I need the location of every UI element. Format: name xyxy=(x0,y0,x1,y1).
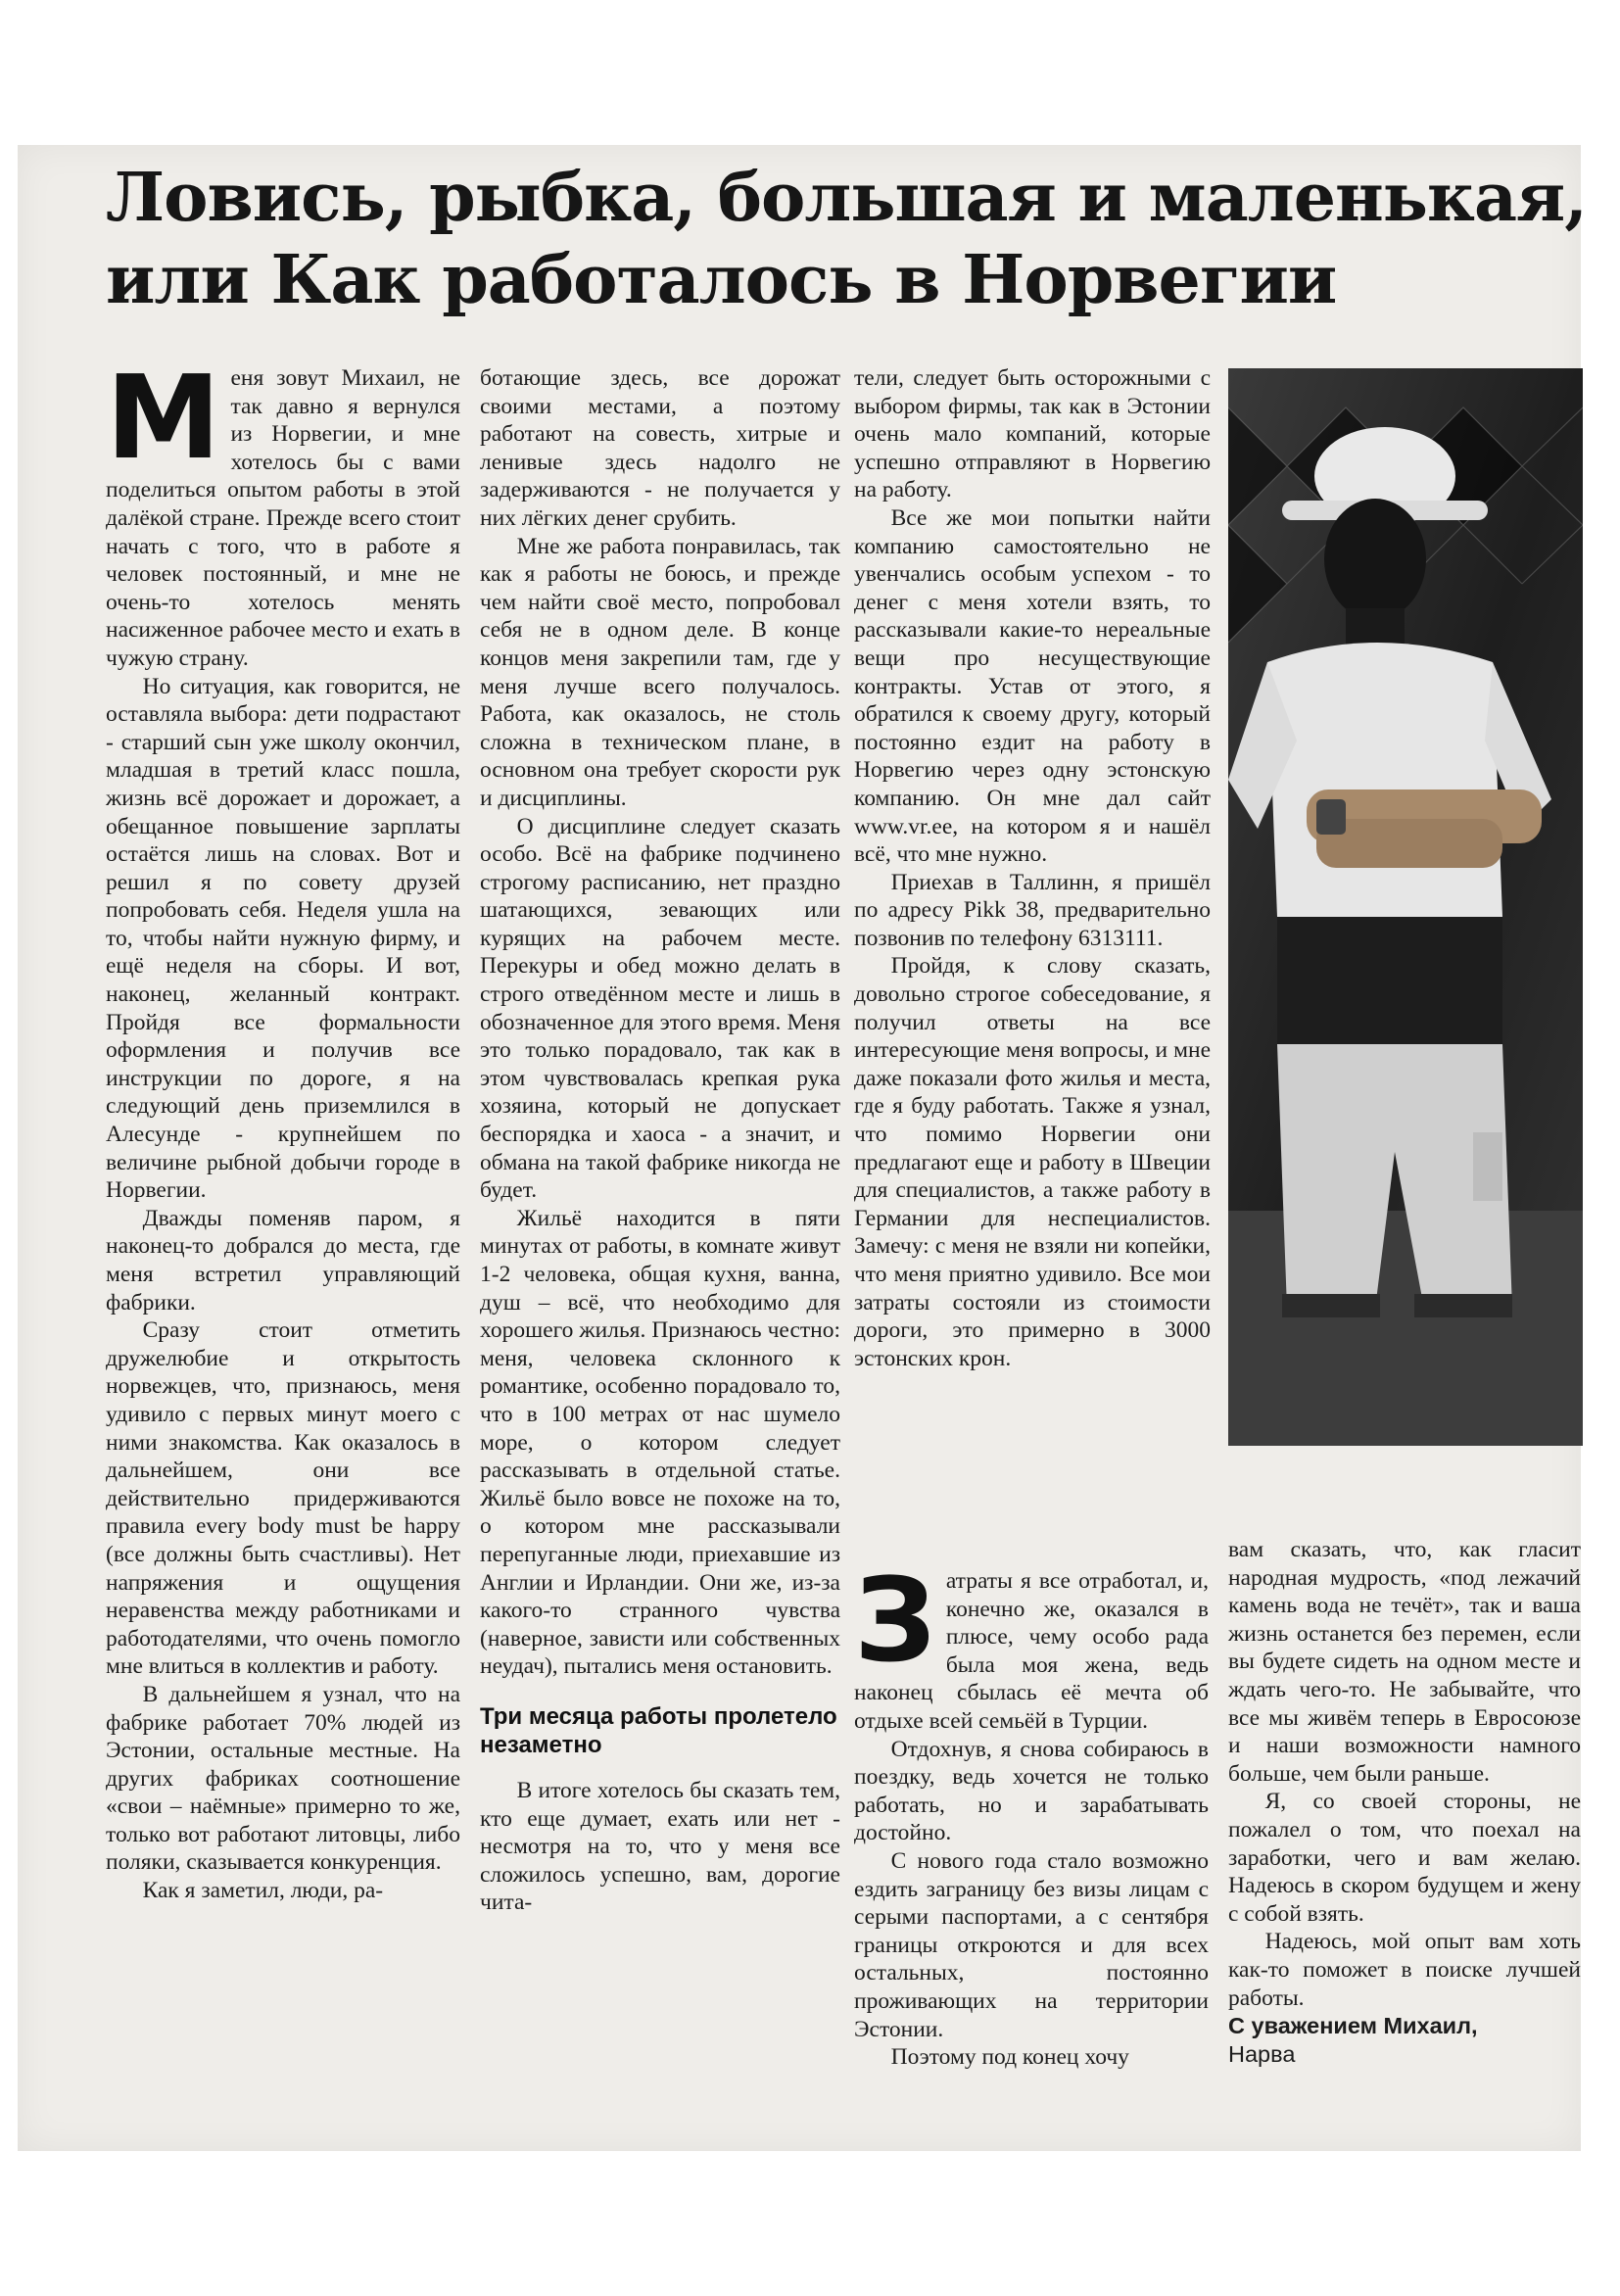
paragraph: Сразу стоит отметить дружелюбие и открытость норвежцев, что, признаюсь, меня удивило с первых минут моего с ними знакомства. Как оказалось в дальнейшем, они все действительно придерживаются правила every body must be happy (все должны быть счастливы). Нет напряжения и ощущения неравенства между работниками и работодателями, что очень помогло мне влиться в коллектив и работу. xyxy=(106,1317,460,1680)
paragraph: вам сказать, что, как гласит народная мудрость, «под лежачий камень вода не течёт», так и ваша жизнь останется без перемен, если вы будете сидеть на одном месте и ждать чего-то. Не забывайте, что все мы живём теперь в Евросоюзе и наши возможности намного больше, чем были раньше. xyxy=(1228,1537,1581,1787)
section-subheading: Три месяца работы пролетело незаметно xyxy=(480,1702,837,1758)
drop-cap: З xyxy=(854,1553,936,1688)
paragraph: Как я заметил, люди, ра- xyxy=(142,1878,384,1904)
paragraph: Все же мои попытки найти компанию самостоятельно не увенчались особым успехом - то денег с меня хотели взять, то рассказывали какие-то нереальные вещи про несуществующие контракты. Устав от этого, я обратился к своему другу, который постоянно ездит на работу в Норвегию через одну эстонскую компанию. Он мне дал сайт www.vr.ee, на котором я и нашёл всё, что мне нужно. xyxy=(854,504,1211,868)
paragraph: Меня зовут Михаил, не так давно я вернулся из Норвегии, и мне хотелось бы с вами поделиться опытом работы в этой далёкой стране. Прежде всего стоит начать с того, что в работе я человек постоянный, и мне не очень-то хотелось менять насиженное рабочее место и ехать в чужую страну. xyxy=(106,350,460,671)
paragraph: О дисциплине следует сказать особо. Всё на фабрике подчинено строгому расписанию, нет праздно шатающихся, зевающих или курящих на рабочем месте. Перекуры и обед можно делать в строго отведённом месте и лишь в обозначенное для этого время. Меня это только порадовало, так как в этом чувствовалась крепкая рука хозяина, который не допускает беспорядка и хаоса - а значит, и обмана на такой фабрике никогда не будет. xyxy=(480,813,840,1204)
paragraph: Жильё находится в пяти минутах от работы, в комнате живут 1-2 человека, общая кухня, ванна, душ – всё, что необходимо для хорошего жилья. Признаюсь честно: меня, человека склонного к романтике, особенно порадовало то, что в 100 метрах от нас шумело море, о котором следует рассказывать в отдельной статье. Жильё было вовсе не похоже на то, о котором мне рассказывали перепуганные люди, приехавшие из Англии и Ирландии. Они же, из-за какого-то странного чувства (наверное, зависти или собственных неудач), пытались меня остановить. xyxy=(480,1205,840,1680)
paragraph: В итоге хотелось бы сказать тем, кто еще думает, ехать или нет - несмотря на то, что у меня все сложилось успешно, вам, дорогие чита- xyxy=(480,1777,840,1916)
paragraph: Приехав в Таллинн, я пришёл по адресу Pikk 38, предварительно позвонив по телефону 6313111. xyxy=(854,869,1211,951)
paragraph: Мне же работа понравилась, так как я работы не боюсь, и прежде чем найти своё место, попробовал себя не в одном деле. В конце концов меня закрепили там, где у меня лучше всего получалось. Работа, как оказалось, не столь сложна в техническом плане, в основном она требует скорости рук и дисциплины. xyxy=(480,533,840,811)
paragraph: Дважды поменяв паром, я наконец-то добрался до места, где меня встретил управляющий фабрики. xyxy=(106,1205,460,1315)
drop-cap: М xyxy=(106,350,221,485)
paragraph: тели, следует быть осторожными с выбором фирмы, так как в Эстонии очень мало компаний, которые успешно отправляют в Норвегию на работу. xyxy=(854,365,1211,503)
paragraph: Я, со своей стороны, не пожалел о том, что поехал на заработки, чего и вам желаю. Надеюсь в скором будущем и жену с собой взять. xyxy=(1228,1789,1581,1927)
paragraph: Но ситуация, как говорится, не оставляла выбора: дети подрастают - старший сын уже школу окончил, младшая в третий класс пошла, жизнь всё дорожает и дорожает, а обещанное повышение зарплаты остаётся лишь на словах. Вот и решил я по совету друзей попробовать себя. Неделя ушла на то, чтобы найти нужную фирму, и ещё неделя на сборы. И вот, наконец, желанный контракт. Пройдя все формальности оформления и получив все инструкции по дороге, я на следующий день приземлился в Алесунде - крупнейшем по величине рыбной добычи городе в Норвегии. xyxy=(106,673,460,1204)
paragraph: С нового года стало возможно ездить заграницу без визы лицам с серыми паспортами, а с сентября границы откроются и для всех остальных, постоянно проживающих на территории Эстонии. xyxy=(854,1847,1209,2042)
paragraph: Отдохнув, я снова собираюсь в поездку, ведь хочется не только работать, но и зарабатывать достойно. xyxy=(854,1736,1209,1846)
paragraph: ботающие здесь, все дорожат своими местами, а поэтому работают на совесть, хитрые и ленивые здесь надолго не задерживаются - не получается у них лёгких денег срубить. xyxy=(480,365,840,531)
author-photo xyxy=(1228,368,1583,1446)
paragraph: Поэтому под конец хочу xyxy=(890,2044,1129,2071)
article-headline xyxy=(106,157,1587,321)
headline-line-1: Ловись, рыбка, большая и маленькая, xyxy=(106,159,1587,237)
photo-illustration xyxy=(1228,368,1583,1446)
headline-line-2: или Как работалось в Норвегии xyxy=(106,241,1337,319)
author-city: Нарва xyxy=(1228,2040,1296,2067)
article-column-2 xyxy=(480,364,840,1917)
article-column-3-lower xyxy=(854,1553,1209,2072)
signoff: С уважением Михаил, xyxy=(1228,2013,1478,2039)
article-column-3 xyxy=(854,364,1211,1525)
article-column-4 xyxy=(1228,1536,1581,2068)
paragraph: В дальнейшем я узнал, что на фабрике работает 70% людей из Эстонии, остальные местные. На других фабриках соотношение «свои – наёмные» примерно то же, только вот работают литовцы, либо поляки, сказывается конкуренция. xyxy=(106,1681,460,1876)
article-column-1 xyxy=(106,350,460,1905)
paragraph: Пройдя, к слову сказать, довольно строгое собеседование, я получил ответы на все интересующие меня вопросы, и мне даже показали фото жилья и места, где я буду работать. Также я узнал, что помимо Норвегии они предлагают еще и работу в Швеции для специалистов, а также работу в Германии для неспециалистов. Замечу: с меня не взяли ни копейки, что меня приятно удивило. Все мои затраты состояли из стоимости дороги, это примерно в 3000 эстонских крон. xyxy=(854,953,1211,1371)
paragraph: Надеюсь, мой опыт вам хоть как-то поможет в поиске лучшей работы. xyxy=(1228,1929,1581,2011)
paragraph: Затраты я все отработал, и, конечно же, оказался в плюсе, чему особо рада была моя жена, ведь наконец сбылась её мечта об отдыхе всей семьёй в Турции. xyxy=(854,1553,1209,1734)
